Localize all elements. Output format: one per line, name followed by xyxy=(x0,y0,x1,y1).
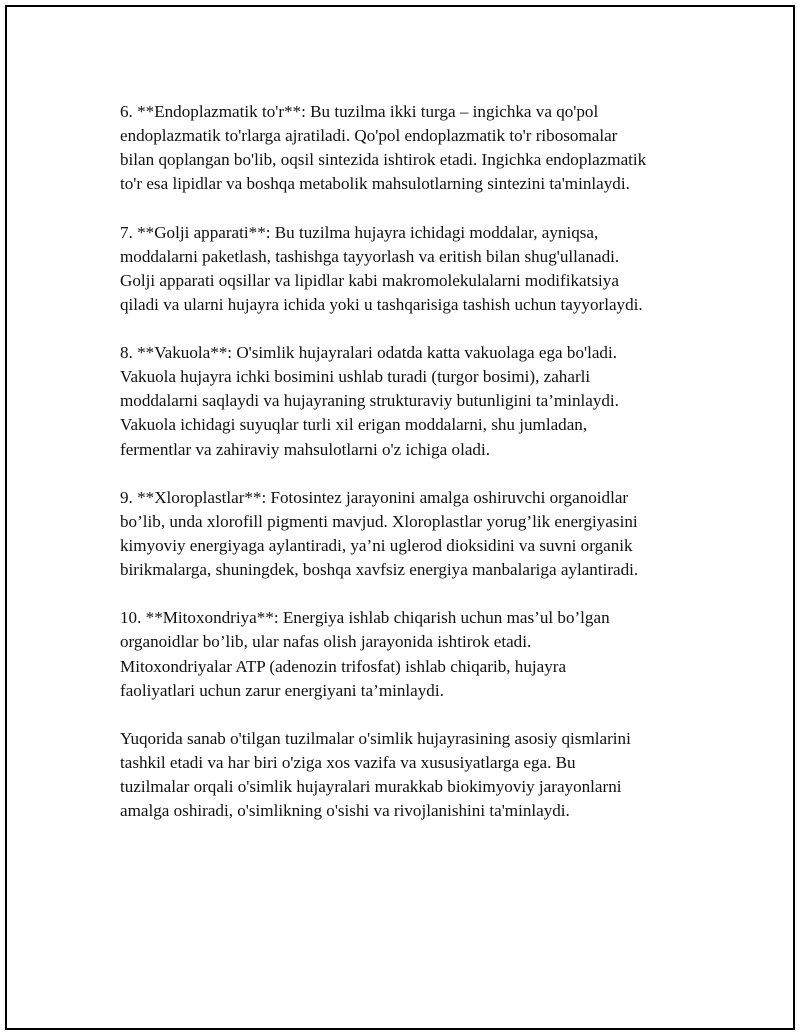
text-line: 9. **Xloroplastlar**: Fotosintez jarayonini amalga oshiruvchi organoidlar xyxy=(120,487,629,507)
text-line: 8. **Vakuola**: O'simlik hujayralari odatda katta vakuolaga ega bo'ladi. xyxy=(120,343,617,363)
text-line: endoplazmatik to'rlarga ajratiladi. Qo'pol endoplazmatik to'r ribosomalar xyxy=(120,126,618,146)
text-line: faoliyatlari uchun zarur energiyani ta’minlaydi. xyxy=(120,680,444,700)
text-line: tashkil etadi va har biri o'ziga xos vazifa va xususiyatlarga ega. Bu xyxy=(120,753,576,772)
document-body xyxy=(120,100,720,847)
text-line: 10. **Mitoxondriya**: Energiya ishlab chiqarish uchun mas’ul bo’lgan xyxy=(120,608,610,628)
text-line: qiladi va ularni hujayra ichida yoki u tashqarisiga tashish uchun tayyorlaydi. xyxy=(120,294,643,314)
text-line: organoidlar bo’lib, ular nafas olish jarayonida ishtirok etadi. xyxy=(120,632,532,652)
text-line: tuzilmalar orqali o'simlik hujayralari murakkab biokimyoviy jarayonlarni xyxy=(120,777,622,797)
text-line: bo’lib, unda xlorofill pigmenti mavjud. Xloroplastlar yorug’lik energiyasini xyxy=(120,511,638,531)
paragraph-golgi-apparatus xyxy=(120,221,720,317)
text-line: to'r esa lipidlar va boshqa metabolik mahsulotlarning sintezini ta'minlaydi. xyxy=(120,174,630,194)
paragraph-mitochondria xyxy=(120,606,720,702)
paragraph-endoplasmic-reticulum xyxy=(120,100,720,196)
text-line: moddalarni paketlash, tashishga tayyorlash va eritish bilan shug'ullanadi. xyxy=(120,246,620,266)
text-line: moddalarni saqlaydi va hujayraning strukturaviy butunligini ta’minlaydi. xyxy=(120,391,619,411)
text-line: bilan qoplangan bo'lib, oqsil sintezida ishtirok etadi. Ingichka endoplazmatik xyxy=(120,150,647,170)
text-line: fermentlar va zahiraviy mahsulotlarni o'z ichiga oladi. xyxy=(120,439,490,459)
paragraph-chloroplasts xyxy=(120,486,720,582)
text-line: Yuqorida sanab o'tilgan tuzilmalar o'simlik hujayrasining asosiy qismlarini xyxy=(120,728,631,748)
text-line: amalga oshiradi, o'simlikning o'sishi va rivojlanishini ta'minlaydi. xyxy=(120,801,570,821)
paragraph-summary xyxy=(120,727,720,823)
text-line: Golji apparati oqsillar va lipidlar kabi makromolekulalarni modifikatsiya xyxy=(120,270,619,290)
text-line: 7. **Golji apparati**: Bu tuzilma hujayra ichidagi moddalar, ayniqsa, xyxy=(120,222,599,242)
text-line: Mitoxondriyalar ATP (adenozin trifosfat) ishlab chiqarib, hujayra xyxy=(120,656,567,676)
text-line: Vakuola hujayra ichki bosimini ushlab turadi (turgor bosimi), zaharli xyxy=(120,367,591,387)
text-line: Vakuola ichidagi suyuqlar turli xil erigan moddalarni, shu jumladan, xyxy=(120,415,588,435)
text-line: 6. **Endoplazmatik to'r**: Bu tuzilma ikki turga – ingichka va qo'pol xyxy=(120,102,599,121)
paragraph-vacuole xyxy=(120,341,720,461)
page-frame xyxy=(5,5,795,1030)
text-line: kimyoviy energiyaga aylantiradi, ya’ni uglerod dioksidini va suvni organik xyxy=(120,535,633,555)
text-line: birikmalarga, shuningdek, boshqa xavfsiz energiya manbalariga aylantiradi. xyxy=(120,560,639,580)
